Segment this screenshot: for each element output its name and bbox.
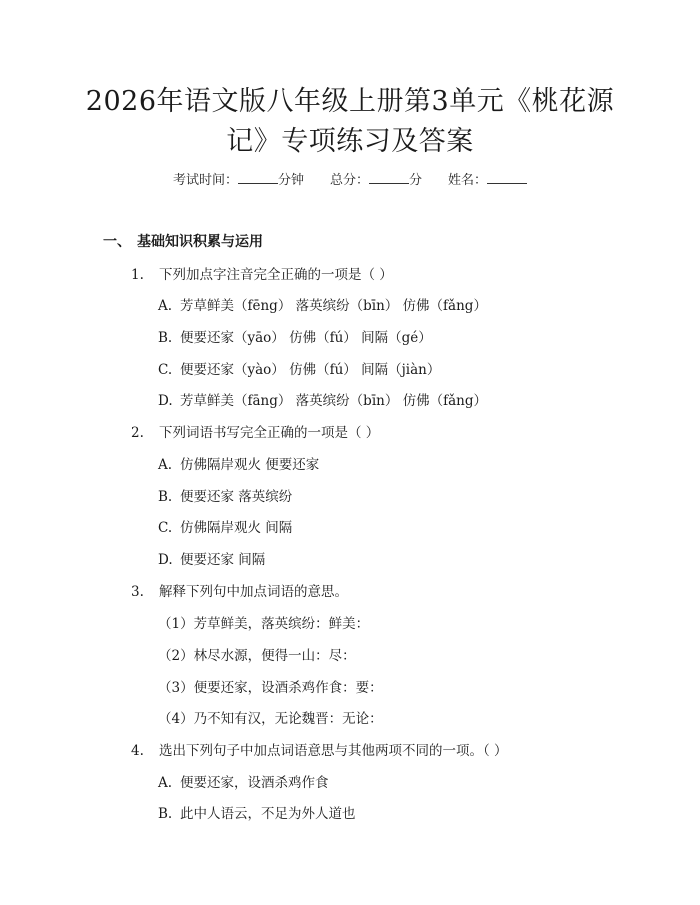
option-label: A. — [158, 298, 173, 314]
name-blank — [487, 171, 527, 184]
option-label: B. — [158, 330, 173, 346]
section-heading — [103, 231, 263, 251]
question-text: 解释下列句中加点词语的意思。 — [159, 584, 348, 600]
time-label: 考试时间： — [172, 173, 238, 188]
q1-option-a — [158, 294, 487, 314]
question-3 — [131, 580, 348, 600]
question-text: 下列词语书写完全正确的一项是（ ） — [159, 425, 380, 441]
q2-option-d — [158, 548, 265, 568]
q3-item-3: （3）便要还家，设酒杀鸡作食：要： — [158, 680, 383, 696]
option-text: 便要还家（yāo） 仿佛（fú） 间隔（gé） — [180, 330, 432, 346]
score-label: 总分： — [329, 173, 369, 188]
question-1 — [131, 263, 393, 283]
option-text: 便要还家 间隔 — [180, 552, 266, 568]
option-text: 仿佛隔岸观火 便要还家 — [180, 457, 320, 473]
q3-item-4: （4）乃不知有汉，无论魏晋：无论： — [158, 711, 383, 727]
question-2 — [131, 421, 379, 441]
option-label: C. — [158, 520, 173, 536]
q2-option-b — [158, 485, 292, 505]
q4-option-b — [158, 802, 356, 822]
document-title-line-2: 记》专项练习及答案 — [226, 126, 474, 157]
option-text: 仿佛隔岸观火 间隔 — [180, 520, 293, 536]
q2-option-c — [158, 516, 292, 536]
q3-item-1: （1）芳草鲜美，落英缤纷：鲜美： — [158, 616, 370, 632]
section-number: 一、 — [103, 234, 131, 250]
q1-option-d — [158, 389, 487, 409]
option-text: 芳草鲜美（fēng） 落英缤纷（bīn） 仿佛（fǎng） — [180, 298, 487, 314]
option-label: C. — [158, 362, 173, 378]
exam-meta-row — [0, 169, 700, 188]
option-label: B. — [158, 489, 173, 505]
q3-item-2: （2）林尽水源，便得一山：尽： — [158, 648, 356, 664]
option-text: 此中人语云，不足为外人道也 — [180, 806, 356, 822]
question-text: 下列加点字注音完全正确的一项是（ ） — [159, 267, 393, 283]
q1-option-c — [158, 358, 440, 378]
document-title-line-1: 2026年语文版八年级上册第3单元《桃花源 — [85, 86, 615, 117]
option-label: A. — [158, 775, 173, 791]
question-number: 2. — [131, 425, 144, 441]
option-label: D. — [158, 552, 173, 568]
option-text: 便要还家 落英缤纷 — [180, 489, 293, 505]
question-number: 1. — [131, 267, 144, 283]
score-unit: 分 — [409, 173, 423, 188]
option-text: 芳草鲜美（fāng） 落英缤纷（bīn） 仿佛（fǎng） — [180, 393, 487, 409]
q2-option-a — [158, 453, 319, 473]
question-number: 4. — [131, 743, 144, 759]
score-blank — [369, 171, 409, 184]
option-text: 便要还家，设酒杀鸡作食 — [180, 775, 329, 791]
option-label: D. — [158, 393, 173, 409]
name-label: 姓名： — [448, 173, 488, 188]
question-text: 选出下列句子中加点词语意思与其他两项不同的一项。（ ） — [159, 743, 508, 759]
option-label: B. — [158, 806, 173, 822]
q4-option-a — [158, 771, 329, 791]
option-text: 便要还家（yào） 仿佛（fú） 间隔（jiàn） — [180, 362, 441, 378]
time-blank — [238, 171, 278, 184]
section-title: 基础知识积累与运用 — [137, 234, 263, 250]
time-unit: 分钟 — [277, 173, 304, 188]
q1-option-b — [158, 326, 432, 346]
option-label: A. — [158, 457, 173, 473]
question-4 — [131, 739, 508, 759]
question-number: 3. — [131, 584, 144, 600]
